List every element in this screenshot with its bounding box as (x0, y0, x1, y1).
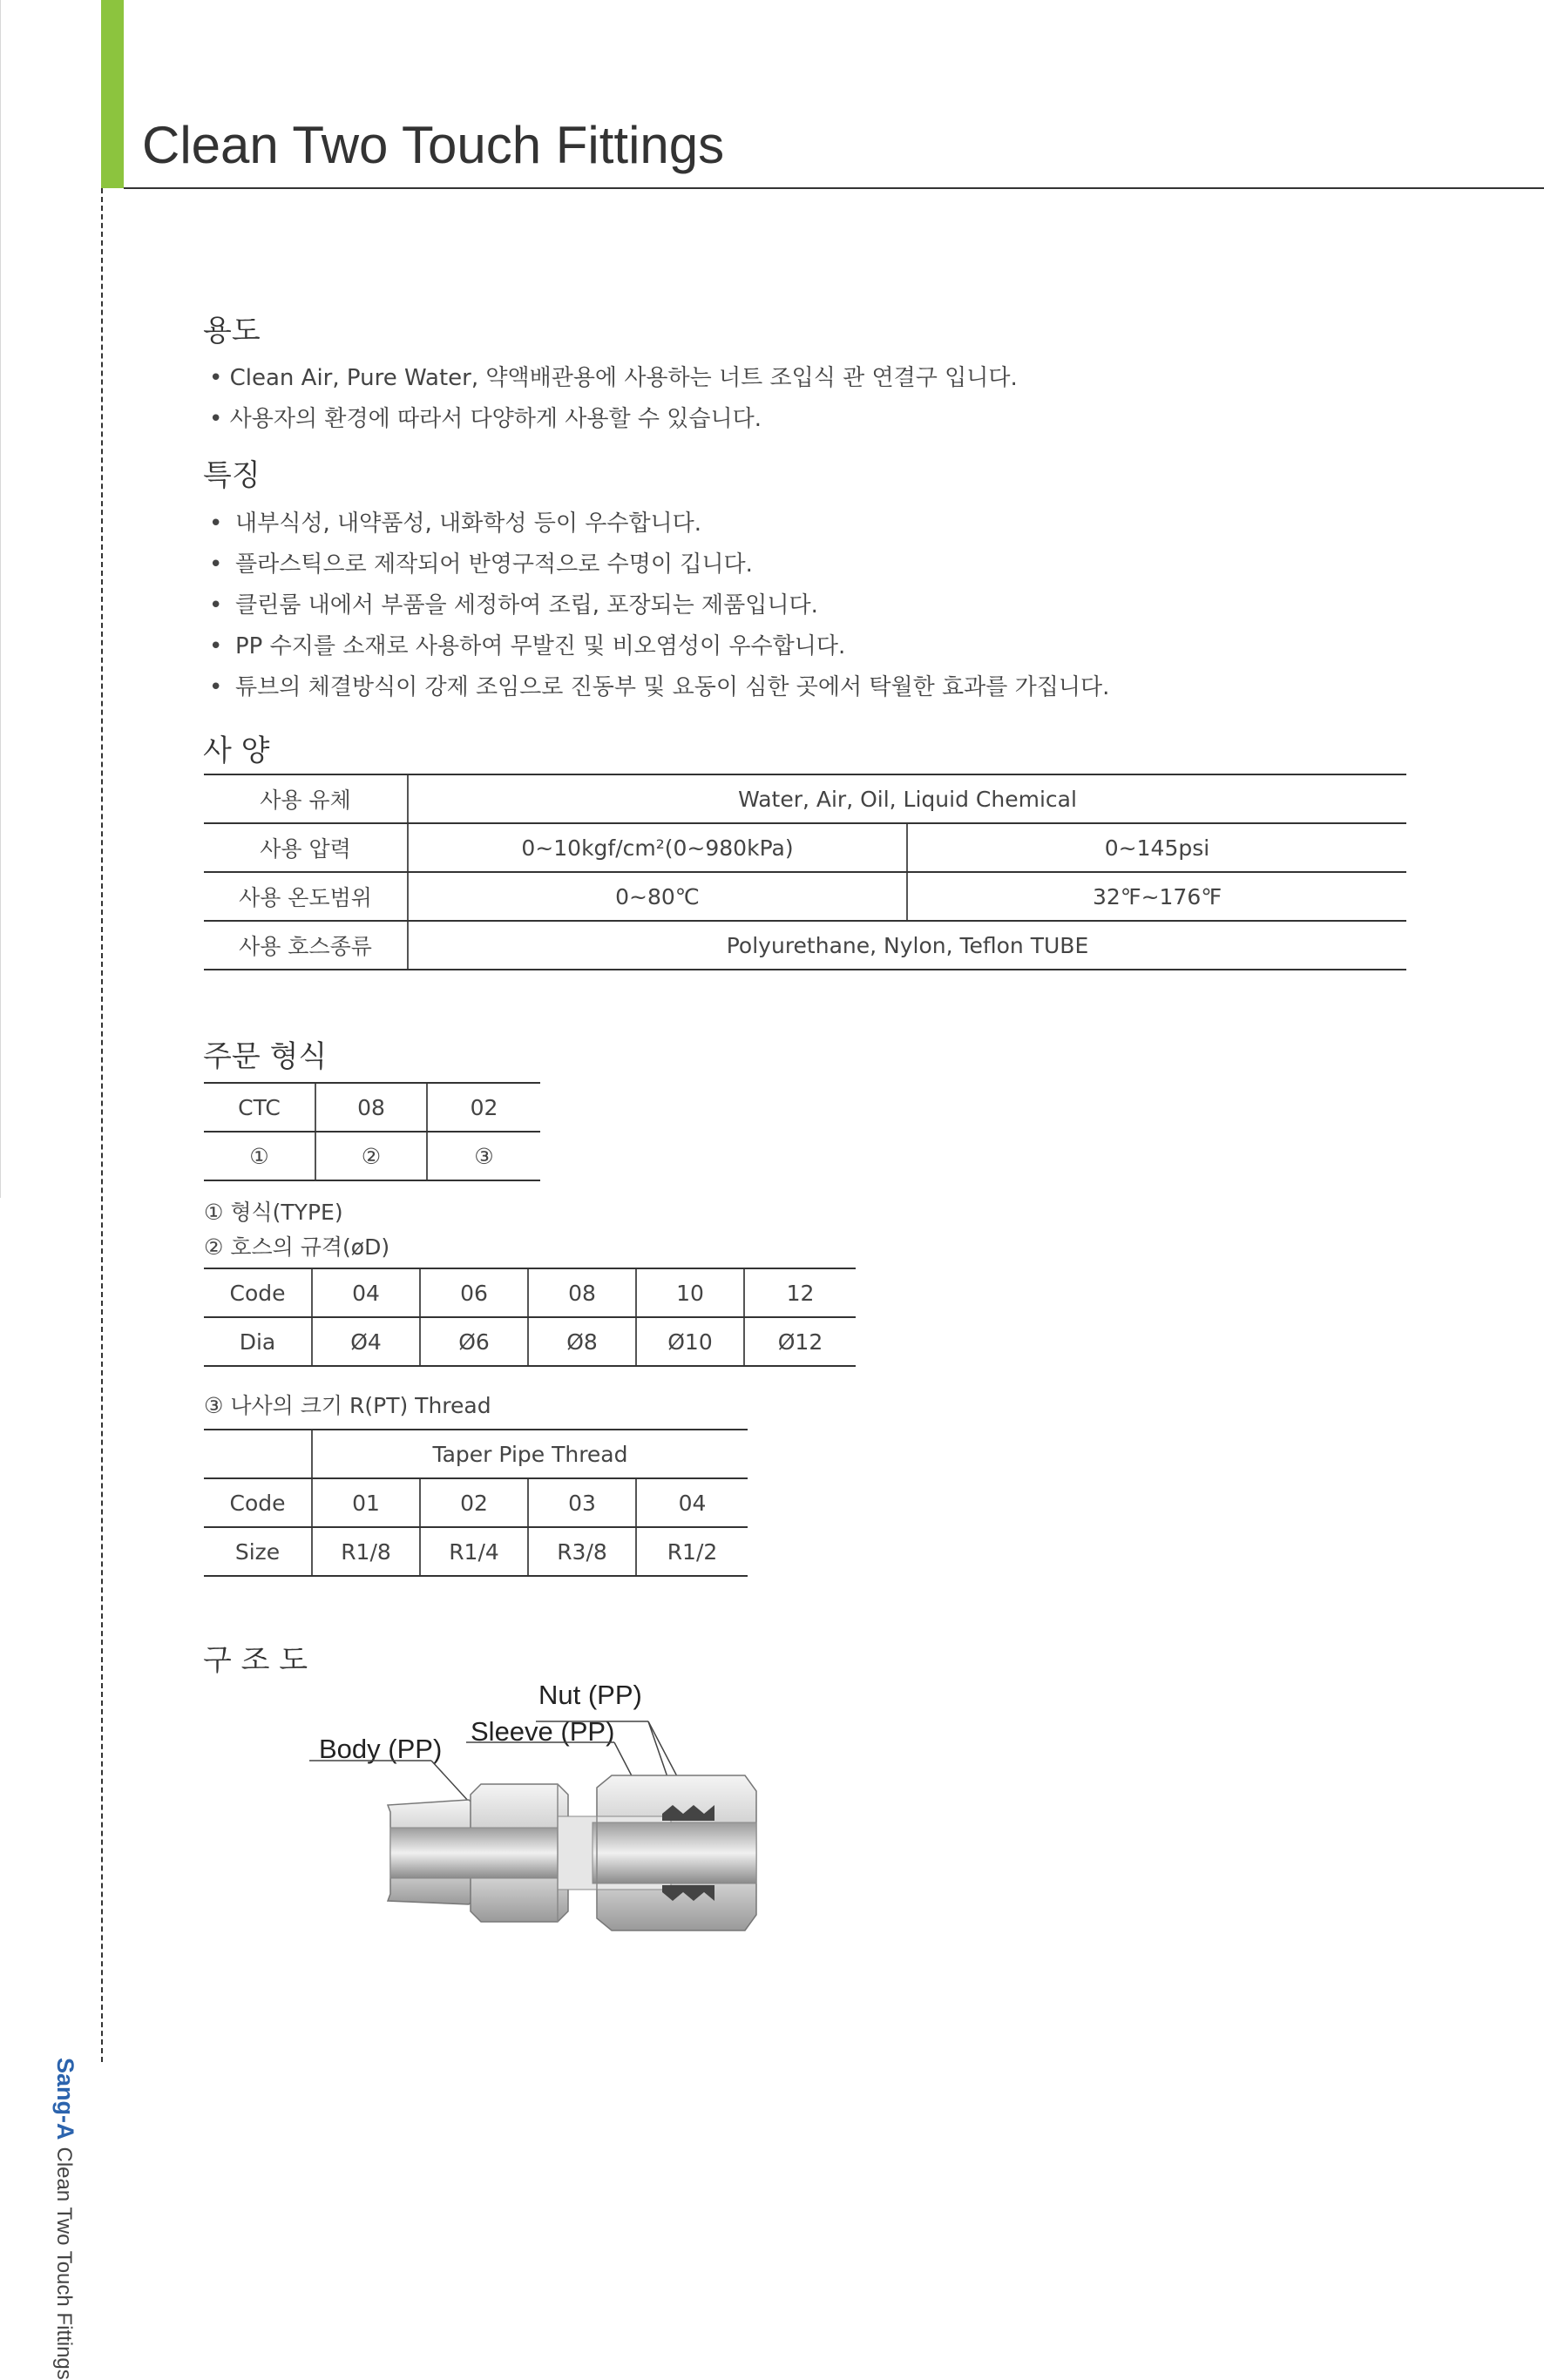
thread-code: 04 (636, 1478, 748, 1527)
table-row (204, 823, 1406, 872)
thread-header: Taper Pipe Thread (312, 1430, 748, 1478)
structure-heading: 구 조 도 (203, 1643, 308, 1678)
table-row (204, 774, 1406, 823)
order-heading: 주문 형식 (203, 1039, 328, 1074)
hose-code: 06 (420, 1268, 528, 1317)
hose-dia: Ø8 (528, 1317, 636, 1366)
order-code-table (204, 1082, 540, 1181)
order-note-hose: ② 호스의 규격(øD) (204, 1234, 390, 1260)
spec-heading: 사 양 (203, 734, 270, 768)
hose-dia-label: Dia (204, 1317, 312, 1366)
thread-code-label: Code (204, 1478, 312, 1527)
thread-size-table (204, 1429, 748, 1577)
thread-code: 01 (312, 1478, 420, 1527)
hose-code: 08 (528, 1268, 636, 1317)
features-heading: 특징 (203, 458, 261, 493)
thread-size: R1/2 (636, 1527, 748, 1576)
dashed-margin-line (101, 188, 103, 2062)
label-body: Body (PP) (319, 1734, 443, 1764)
table-row (204, 1268, 856, 1317)
order-code: 08 (315, 1083, 427, 1132)
table-row (204, 1478, 748, 1527)
tube (593, 1822, 756, 1883)
hose-code-label: Code (204, 1268, 312, 1317)
table-row (204, 1083, 540, 1132)
table-row (204, 872, 1406, 921)
hose-dia: Ø6 (420, 1317, 528, 1366)
spec-label: 사용 호스종류 (204, 921, 408, 970)
thread-size: R1/4 (420, 1527, 528, 1576)
order-note-thread: ③ 나사의 크기 R(PT) Thread (204, 1393, 491, 1418)
table-row (204, 1430, 748, 1478)
order-code: 02 (427, 1083, 540, 1132)
hose-dia: Ø12 (744, 1317, 856, 1366)
usage-item: • 사용자의 환경에 따라서 다양하게 사용할 수 있습니다. (209, 406, 762, 432)
page-edge (0, 0, 1, 1198)
table-row (204, 1527, 748, 1576)
feature-item: • PP 수지를 소재로 사용하여 무발진 및 비오염성이 우수합니다. (209, 633, 846, 659)
spec-value-metric: 0~10kgf/cm²(0~980kPa) (408, 823, 907, 872)
spec-value-imperial: 32℉~176℉ (907, 872, 1406, 921)
hose-dia: Ø4 (312, 1317, 420, 1366)
order-note-type: ① 형식(TYPE) (204, 1200, 343, 1225)
table-row (204, 1317, 856, 1366)
thread-size: R3/8 (528, 1527, 636, 1576)
spec-value: Water, Air, Oil, Liquid Chemical (408, 774, 1406, 823)
hose-code: 04 (312, 1268, 420, 1317)
order-marker: ② (315, 1132, 427, 1180)
hose-size-table (204, 1268, 856, 1367)
order-marker: ③ (427, 1132, 540, 1180)
page-title: Clean Two Touch Fittings (142, 116, 725, 174)
thread-size: R1/8 (312, 1527, 420, 1576)
hose-code: 10 (636, 1268, 744, 1317)
spec-value-metric: 0~80℃ (408, 872, 907, 921)
thread-size-label: Size (204, 1527, 312, 1576)
table-row (204, 921, 1406, 970)
table-row (204, 1132, 540, 1180)
fitting-structure-diagram (296, 1707, 784, 1960)
title-rule (124, 187, 1544, 189)
spec-table (204, 774, 1406, 970)
hose-dia: Ø10 (636, 1317, 744, 1366)
spec-value-imperial: 0~145psi (907, 823, 1406, 872)
label-nut: Nut (PP) (538, 1680, 642, 1710)
feature-item: • 클린룸 내에서 부품을 세정하여 조립, 포장되는 제품입니다. (209, 592, 818, 619)
spec-value: Polyurethane, Nylon, Teflon TUBE (408, 921, 1406, 970)
feature-item: • 튜브의 체결방식이 강제 조임으로 진동부 및 요동이 심한 곳에서 탁월한 효과를 가집니다. (209, 674, 1110, 700)
label-sleeve: Sleeve (PP) (471, 1716, 615, 1747)
spec-label: 사용 유체 (204, 774, 408, 823)
brand-name: Sang-A (52, 2058, 78, 2140)
hose-code: 12 (744, 1268, 856, 1317)
spec-label: 사용 온도범위 (204, 872, 408, 921)
feature-item: • 내부식성, 내약품성, 내화학성 등이 우수합니다. (209, 510, 702, 537)
order-marker: ① (204, 1132, 315, 1180)
side-running-title (51, 2058, 78, 2380)
feature-item: • 플라스틱으로 제작되어 반영구적으로 수명이 깁니다. (209, 551, 753, 578)
order-code: CTC (204, 1083, 315, 1132)
thread-code: 03 (528, 1478, 636, 1527)
thread-code: 02 (420, 1478, 528, 1527)
spec-label: 사용 압력 (204, 823, 408, 872)
side-product-name: Clean Two Touch Fittings (52, 2147, 76, 2380)
thread-header-blank (204, 1430, 312, 1478)
usage-heading: 용도 (203, 314, 261, 348)
usage-item: • Clean Air, Pure Water, 약액배관용에 사용하는 너트 조입식 관 연결구 입니다. (209, 365, 1018, 391)
accent-bar (101, 0, 124, 188)
